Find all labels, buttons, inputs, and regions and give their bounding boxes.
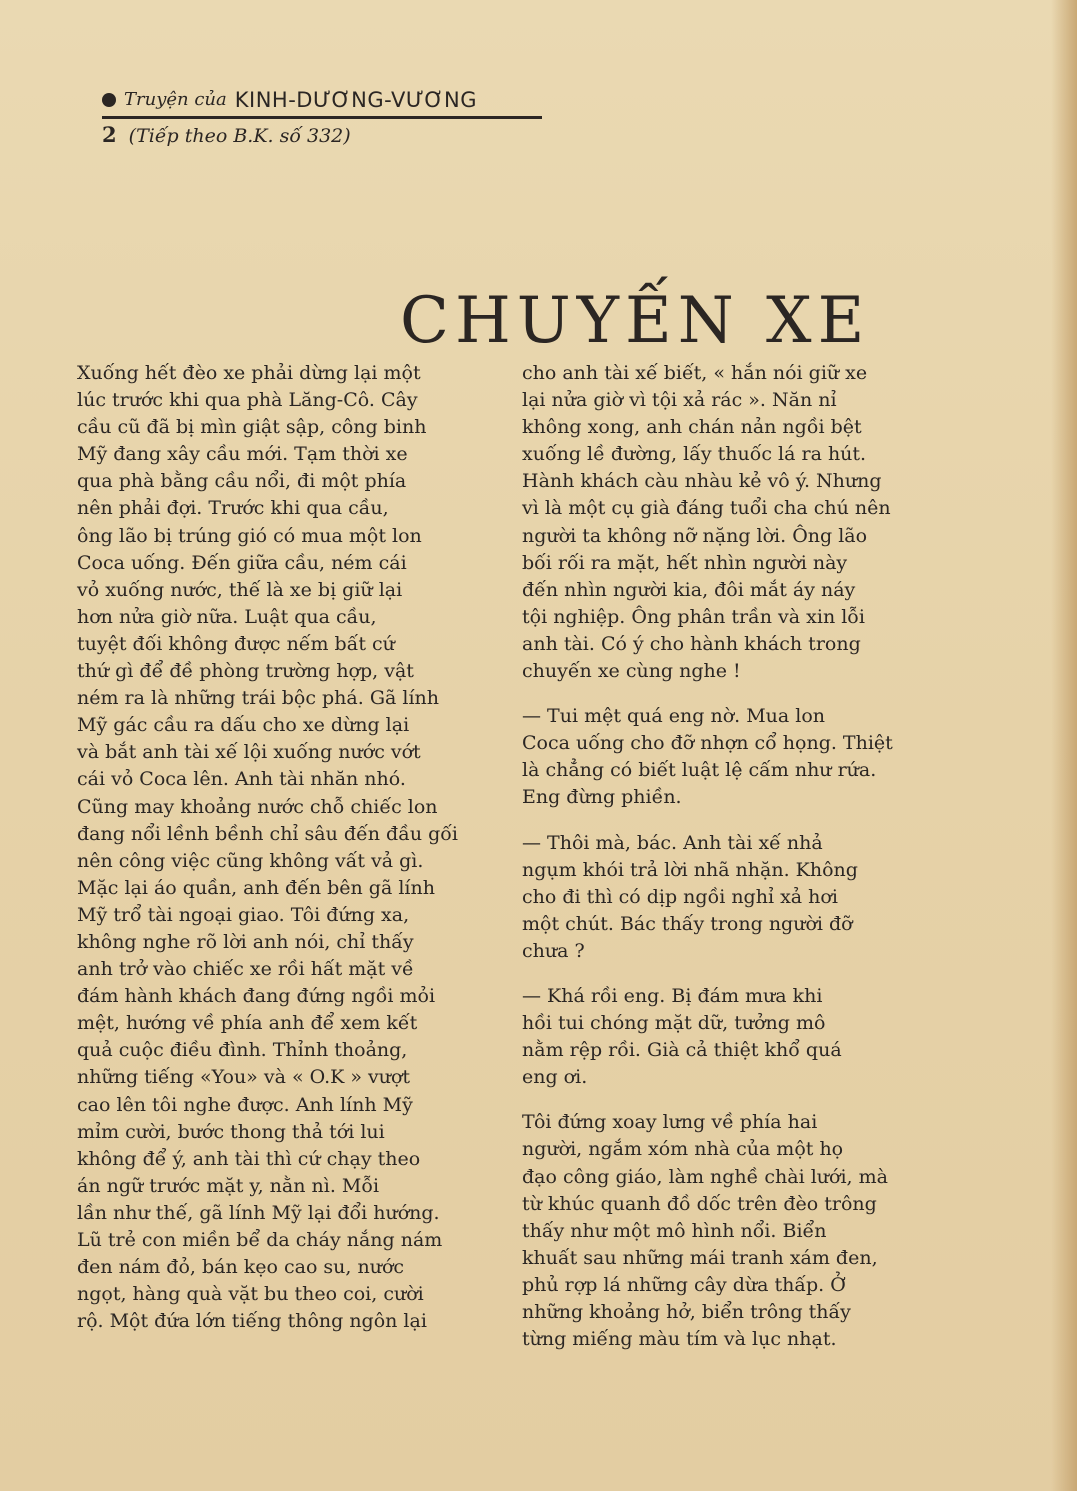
right-column (522, 360, 932, 1371)
text-line: lần như thế, gã lính Mỹ lại đổi hướng. (77, 1201, 440, 1224)
text-line: cho anh tài xế biết, « hắn nói giữ xe (522, 362, 868, 384)
text-line: ông lão bị trúng gió có mua một lon (77, 524, 422, 547)
text-line: nên phải đợi. Trước khi qua cầu, (77, 497, 389, 520)
text-line: Cũng may khoảng nước chỗ chiếc lon (77, 795, 438, 818)
text-line: người ta không nỡ nặng lời. Ông lão (522, 524, 868, 547)
text-line: Xuống hết đèo xe phải dừng lại một (77, 362, 421, 384)
text-line: rộ. Một đứa lớn tiếng thông ngôn lại (77, 1310, 427, 1333)
bullet-icon (102, 93, 116, 107)
text-line: chuyến xe cùng nghe ! (522, 660, 741, 683)
text-line: tội nghiệp. Ông phân trần và xin lỗi (522, 605, 865, 628)
text-line: mệt, hướng về phía anh để xem kết (77, 1012, 418, 1035)
text-line: thấy như một mô hình nổi. Biển (522, 1219, 827, 1242)
paragraph (522, 703, 932, 811)
text-line: Coca uống cho đỡ nhợn cổ họng. Thiệt (522, 732, 893, 755)
text-line: lúc trước khi qua phà Lăng-Cô. Cây (77, 389, 418, 412)
text-line: — Tui mệt quá eng nờ. Mua lon (522, 705, 826, 728)
text-line: Coca uống. Đến giữa cầu, ném cái (77, 551, 407, 574)
left-column (77, 360, 487, 1353)
paragraph (522, 983, 932, 1091)
text-line: Mặc lại áo quần, anh đến bên gã lính (77, 876, 435, 899)
text-line: mỉm cười, bước thong thả tới lui (77, 1120, 385, 1143)
text-line: Lũ trẻ con miền bể da cháy nắng nám (77, 1229, 443, 1251)
text-line: đen nám đỏ, bán kẹo cao su, nước (77, 1256, 405, 1279)
text-line: đám hành khách đang đứng ngồi mỏi (77, 985, 436, 1008)
text-line: hơn nửa giờ nữa. Luật qua cầu, (77, 605, 377, 628)
text-line: không nghe rõ lời anh nói, chỉ thấy (77, 930, 414, 953)
text-line: xuống lề đường, lấy thuốc lá ra hút. (522, 443, 867, 466)
paragraph (522, 1109, 932, 1353)
text-line: một chút. Bác thấy trong người đỡ (522, 912, 853, 935)
paragraph (522, 830, 932, 965)
text-line: từ khúc quanh đồ dốc trên đèo trông (522, 1192, 877, 1215)
text-line: Eng đừng phiền. (522, 786, 682, 809)
article-header (102, 88, 552, 148)
text-line: — Thôi mà, bác. Anh tài xế nhả (522, 831, 823, 854)
text-line: anh trở vào chiếc xe rồi hất mặt về (77, 958, 414, 981)
text-line: cầu cũ đã bị mìn giật sập, công binh (77, 416, 427, 439)
text-line: vỏ xuống nước, thế là xe bị giữ lại (77, 578, 403, 601)
continued-note (102, 123, 552, 148)
text-line: người, ngắm xóm nhà của một họ (522, 1138, 844, 1161)
text-line: Mỹ gác cầu ra dấu cho xe dừng lại (77, 714, 410, 737)
text-line: đến nhìn người kia, đôi mắt áy náy (522, 578, 856, 601)
text-line: những khoảng hở, biển trông thấy (522, 1301, 851, 1323)
text-line: Mỹ đang xây cầu mới. Tạm thời xe (77, 443, 408, 466)
header-rule (102, 116, 542, 119)
page-edge-shadow (1051, 0, 1077, 1491)
text-line: đang nổi lềnh bềnh chỉ sâu đến đầu gối (77, 822, 458, 845)
text-line: án ngữ trước mặt y, nằn nì. Mỗi (77, 1174, 380, 1197)
paragraph (522, 360, 932, 685)
text-line: Tôi đứng xoay lưng về phía hai (522, 1111, 818, 1134)
text-line: chưa ? (522, 939, 585, 962)
text-line: từng miếng màu tím và lục nhạt. (522, 1328, 837, 1351)
article-title: CHUYẾN XE (400, 283, 871, 358)
text-line: thứ gì để đề phòng trường hợp, vật (77, 660, 414, 683)
text-line: những tiếng «You» và « O.K » vượt (77, 1066, 411, 1089)
text-line: vì là một cụ già đáng tuổi cha chú nên (522, 497, 891, 520)
part-number: 2 (102, 122, 117, 147)
text-line: ném ra là những trái bộc phá. Gã lính (77, 687, 440, 710)
text-line: qua phà bằng cầu nổi, đi một phía (77, 470, 407, 493)
text-line: cái vỏ Coca lên. Anh tài nhăn nhó. (77, 768, 406, 791)
text-line: anh tài. Có ý cho hành khách trong (522, 632, 861, 655)
text-line: cho đi thì có dịp ngồi nghỉ xả hơi (522, 885, 838, 908)
text-line: và bắt anh tài xế lội xuống nước vớt (77, 741, 421, 764)
text-line: eng ơi. (522, 1066, 588, 1089)
byline-prefix: Truyện của (124, 89, 227, 110)
text-line: nên công việc cũng không vất vả gì. (77, 849, 424, 872)
text-line: bối rối ra mặt, hết nhìn người này (522, 551, 848, 574)
continued-from: (Tiếp theo B.K. số 332) (128, 125, 351, 147)
byline-author: KINH-DƯƠNG-VƯƠNG (234, 88, 478, 112)
text-line: là chẳng có biết luật lệ cấm như rứa. (522, 759, 877, 782)
text-line: khuất sau những mái tranh xám đen, (522, 1246, 878, 1269)
text-line: cao lên tôi nghe được. Anh lính Mỹ (77, 1093, 413, 1116)
text-line: không xong, anh chán nản ngồi bệt (522, 416, 862, 439)
text-line: Hành khách càu nhàu kẻ vô ý. Nhưng (522, 470, 882, 493)
text-line: — Khá rồi eng. Bị đám mưa khi (522, 984, 823, 1007)
paragraph (77, 360, 487, 1335)
text-line: đạo công giáo, làm nghề chài lưới, mà (522, 1165, 888, 1188)
text-line: Mỹ trổ tài ngoại giao. Tôi đứng xa, (77, 903, 410, 926)
text-line: không để ý, anh tài thì cứ chạy theo (77, 1147, 421, 1170)
text-line: quả cuộc điều đình. Thỉnh thoảng, (77, 1039, 408, 1062)
text-line: tuyệt đối không được nếm bất cứ (77, 632, 395, 655)
byline (102, 88, 552, 112)
text-line: phủ rợp lá những cây dừa thấp. Ở (522, 1273, 846, 1296)
text-line: lại nửa giờ vì tội xả rác ». Năn nỉ (522, 389, 837, 412)
text-line: hồi tui chóng mặt dữ, tưởng mô (522, 1012, 826, 1035)
text-line: ngọt, hàng quà vặt bu theo coi, cười (77, 1283, 424, 1306)
text-line: nằm rệp rồi. Già cả thiệt khổ quá (522, 1039, 842, 1062)
text-line: ngụm khói trả lời nhã nhặn. Không (522, 858, 858, 881)
